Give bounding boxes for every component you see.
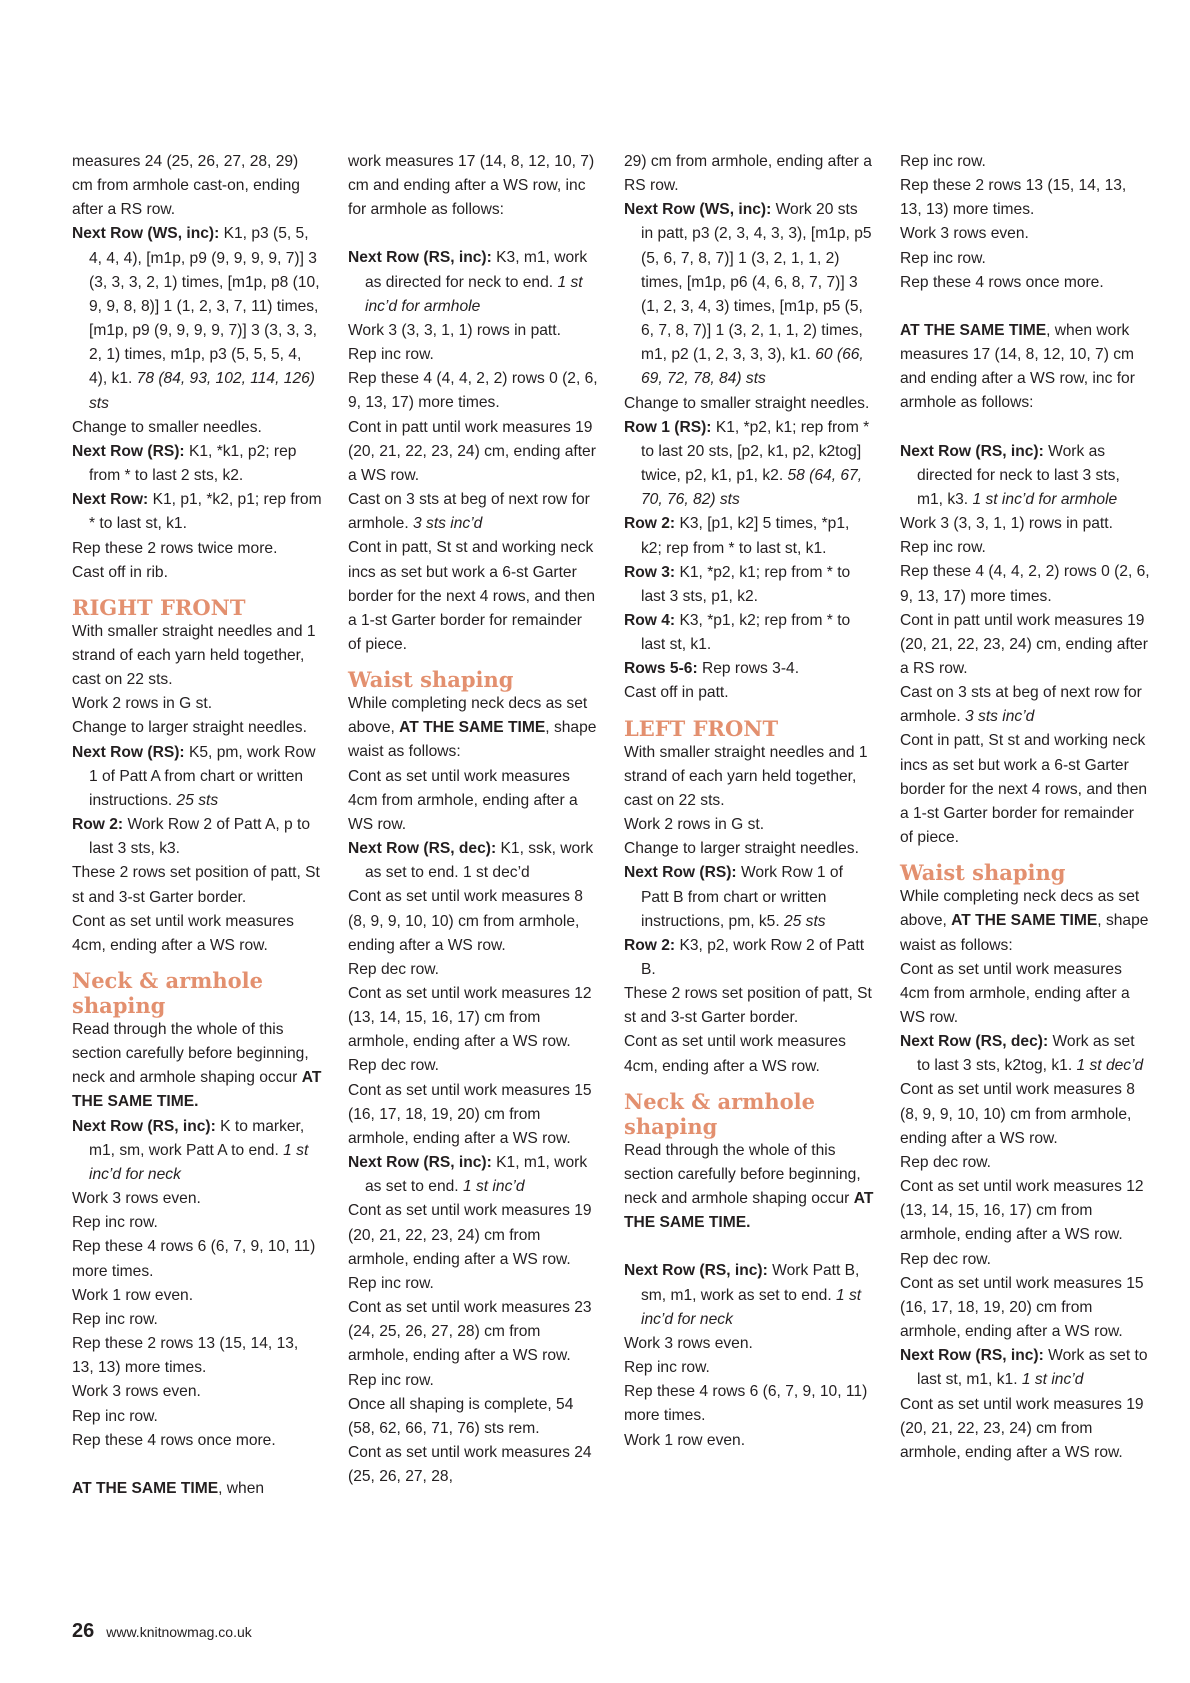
instruction-row <box>348 1151 598 1199</box>
italic-text: 78 (84, 93, 102, 114, 126) sts <box>89 370 315 412</box>
body-text: Rep inc row. <box>348 346 434 364</box>
instruction-paragraph <box>624 681 874 705</box>
instruction-row <box>72 813 322 861</box>
body-text: Cont in patt, St st and working neck incs as set but work a 6-st Garter border for the next 4 rows, and then a 1-st Garter border for remainder of piece. <box>900 732 1148 847</box>
body-text: Cast off in patt. <box>624 684 729 702</box>
italic-text: 1 st inc’d <box>462 1178 525 1196</box>
instruction-paragraph <box>624 837 874 861</box>
bold-text: Row 2: <box>72 816 128 834</box>
instruction-paragraph <box>900 1151 1150 1175</box>
instruction-paragraph <box>900 150 1150 174</box>
instruction-paragraph <box>900 609 1150 681</box>
instruction-paragraph <box>348 1079 598 1151</box>
body-text: Cont as set until work measures 4cm from armhole, ending after a WS row. <box>348 767 578 833</box>
paragraph-spacer <box>348 222 598 246</box>
bold-text: Next Row (RS): <box>72 743 189 761</box>
body-text: Cont as set until work measures 19 (20, 21, 22, 23, 24) cm from armhole, ending after a WS row. <box>900 1395 1144 1461</box>
instruction-paragraph <box>900 560 1150 608</box>
italic-text: 3 sts inc’d <box>413 515 483 533</box>
instruction-paragraph <box>72 1380 322 1404</box>
body-text: Cont as set until work measures 4cm, ending after a WS row. <box>72 912 294 954</box>
body-text: Work 3 rows even. <box>72 1190 201 1208</box>
body-text: K1, *p2, k1; rep from * to last 3 sts, p1, k2. <box>641 563 851 605</box>
instruction-paragraph <box>348 1369 598 1393</box>
body-text: Cont in patt until work measures 19 (20, 21, 22, 23, 24) cm, ending after a WS row. <box>348 418 596 484</box>
body-text: These 2 rows set position of patt, St st and 3-st Garter border. <box>72 864 320 906</box>
instruction-row <box>348 837 598 885</box>
instruction-row <box>624 416 874 513</box>
instruction-row <box>72 488 322 536</box>
instruction-paragraph <box>900 512 1150 536</box>
body-text: Work as set to last 3 sts, k2tog, k1. <box>917 1033 1135 1075</box>
italic-text: 1 st inc’d <box>1021 1371 1084 1389</box>
instruction-paragraph <box>900 1078 1150 1150</box>
body-text: Cont as set until work measures 12 (13, 14, 15, 16, 17) cm from armhole, ending after a WS row. <box>348 985 592 1051</box>
body-text: K5, pm, work Row 1 of Patt A from chart or written instructions. <box>89 743 316 809</box>
instruction-paragraph <box>348 367 598 415</box>
instruction-paragraph <box>72 910 322 958</box>
text-column-1 <box>72 150 322 1501</box>
text-column-3 <box>624 150 874 1453</box>
body-text: Rep dec row. <box>900 1250 992 1268</box>
instruction-paragraph <box>348 765 598 837</box>
body-text: Change to larger straight needles. <box>72 719 307 737</box>
body-text: Cont as set until work measures 19 (20, 21, 22, 23, 24) cm from armhole, ending after a WS row. <box>348 1202 592 1268</box>
bold-text: Next Row: <box>72 491 153 509</box>
instruction-row <box>900 1030 1150 1078</box>
body-text: Rep inc row. <box>72 1214 158 1232</box>
body-text: Rep inc row. <box>900 249 986 267</box>
body-text: Work 2 rows in G st. <box>624 816 765 834</box>
body-text: Rep these 2 rows twice more. <box>72 539 278 557</box>
body-text: Rep these 4 (4, 4, 2, 2) rows 0 (2, 6, 9, 13, 17) more times. <box>900 563 1150 605</box>
instruction-paragraph <box>72 561 322 585</box>
instruction-paragraph <box>624 741 874 813</box>
bold-text: Next Row (RS, dec): <box>348 840 501 858</box>
body-text: Work Row 1 of Patt B from chart or written instructions, pm, k5. <box>641 864 843 930</box>
instruction-paragraph <box>72 1235 322 1283</box>
instruction-paragraph <box>900 1248 1150 1272</box>
instruction-paragraph <box>348 150 598 222</box>
italic-text: 1 st dec’d <box>1076 1057 1144 1075</box>
instruction-paragraph <box>624 657 874 681</box>
body-text: Rep dec row. <box>900 1153 992 1171</box>
body-text: With smaller straight needles and 1 strand of each yarn held together, cast on 22 sts. <box>624 743 868 809</box>
instruction-paragraph <box>624 982 874 1030</box>
bold-text: Next Row (RS): <box>624 864 741 882</box>
body-text: Work as set to last st, m1, k1. <box>917 1347 1148 1389</box>
body-text: K1, *k1, p2; rep from * to last 2 sts, k2. <box>89 442 297 485</box>
body-text: Work 1 row even. <box>624 1431 746 1449</box>
instruction-paragraph <box>900 319 1150 416</box>
body-text: Rep dec row. <box>348 960 440 978</box>
instruction-row <box>900 1344 1150 1392</box>
instruction-paragraph <box>900 958 1150 1030</box>
bold-text: Next Row (RS, dec): <box>900 1033 1053 1051</box>
body-text: K1, ssk, work as set to end. 1 st dec’d <box>365 840 594 882</box>
body-text: Change to smaller needles. <box>72 418 262 436</box>
bold-text: AT THE SAME TIME. <box>624 1190 874 1232</box>
body-text: Work as directed for neck to last 3 sts, m1, k3. <box>917 442 1120 508</box>
bold-text: AT THE SAME TIME <box>72 1479 219 1497</box>
body-text: , when work measures 17 (14, 8, 12, 10, 7) cm and ending after a WS row, inc for armhole as follows: <box>900 321 1135 412</box>
italic-text: 3 sts inc’d <box>965 708 1035 726</box>
instruction-paragraph <box>72 1018 322 1115</box>
section-heading: Neck & armhole shaping <box>624 1088 815 1139</box>
bold-text: Row 4: <box>624 611 680 629</box>
bold-text: Next Row (RS, inc): <box>348 249 497 267</box>
bold-text: Next Row (RS, inc): <box>624 1262 773 1280</box>
body-text: Rep these 4 rows once more. <box>900 273 1104 291</box>
instruction-paragraph <box>900 222 1150 246</box>
instruction-paragraph <box>900 536 1150 560</box>
text-column-2 <box>348 150 598 1489</box>
instruction-paragraph <box>72 861 322 909</box>
italic-text: 60 (66, 69, 72, 78, 84) sts <box>641 346 864 388</box>
body-text: Cont as set until work measures 15 (16, 17, 18, 19, 20) cm from armhole, ending after a WS row. <box>900 1274 1144 1341</box>
instruction-paragraph <box>900 271 1150 295</box>
instruction-paragraph <box>348 1199 598 1271</box>
instruction-row <box>72 440 322 488</box>
instruction-paragraph <box>348 343 598 367</box>
bold-text: Row 2: <box>624 515 680 533</box>
body-text: K1, p1, *k2, p1; rep from * to last st, k1. <box>89 491 322 533</box>
instruction-paragraph <box>348 1296 598 1368</box>
instruction-paragraph <box>900 247 1150 271</box>
body-text: Cast off in rib. <box>72 563 168 581</box>
instruction-paragraph <box>72 692 322 716</box>
instruction-paragraph <box>72 150 322 222</box>
body-text: Cont as set until work measures 8 (8, 9, 9, 10, 10) cm from armhole, ending after a WS row. <box>900 1081 1135 1147</box>
bold-text: Next Row (RS, inc): <box>900 442 1049 460</box>
instruction-paragraph <box>624 1332 874 1356</box>
italic-text: 1 st inc’d for armhole <box>365 273 583 315</box>
body-text: 29) cm from armhole, ending after a RS row. <box>624 153 872 195</box>
body-text: Work 20 sts in patt, p3 (2, 3, 4, 3, 3), [m1p, p5 (5, 6, 7, 8, 7)] 1 (3, 2, 1, 1, 2) times, [m1p, p6 (4, 6, 8, 7, 7)] 3 (1, 2, 3, 4, 3) times, [m1p, p5 (5, 6, 7, 8, 7)] 1 (3, 2, 1, 1, 2) times, m1, p2 (1, 2, 3, 3, 3), k1. <box>641 201 872 364</box>
bold-text: Next Row (RS, inc): <box>72 1117 221 1135</box>
instruction-paragraph <box>624 392 874 416</box>
section-heading: Waist shaping <box>900 860 1066 886</box>
instruction-paragraph <box>72 1211 322 1235</box>
body-text: Work 2 rows in G st. <box>72 695 213 713</box>
body-text: Cont as set until work measures 15 (16, 17, 18, 19, 20) cm from armhole, ending after a WS row. <box>348 1081 592 1147</box>
body-text: Rep these 4 (4, 4, 2, 2) rows 0 (2, 6, 9, 13, 17) more times. <box>348 370 598 412</box>
instruction-paragraph <box>348 1272 598 1296</box>
body-text: Change to larger straight needles. <box>624 840 859 858</box>
body-text: Read through the whole of this section carefully before beginning, neck and armhole shaping occur <box>72 1021 309 1087</box>
paragraph-spacer <box>624 1235 874 1259</box>
text-column-4 <box>900 150 1150 1465</box>
bold-text: Row 3: <box>624 563 680 581</box>
instruction-paragraph <box>900 174 1150 222</box>
instruction-paragraph <box>624 1356 874 1380</box>
instruction-row <box>348 246 598 318</box>
instruction-paragraph <box>72 1187 322 1211</box>
body-text: K3, *p1, k2; rep from * to last st, k1. <box>641 611 851 654</box>
body-text: measures 24 (25, 26, 27, 28, 29) cm from armhole cast-on, ending after a RS row. <box>72 153 300 219</box>
body-text: Work 3 rows even. <box>900 225 1029 243</box>
body-text: Cont in patt, St st and working neck incs as set but work a 6-st Garter border for the next 4 rows, and then a 1-st Garter border for remainder of piece. <box>348 539 596 653</box>
bold-text: Next Row (RS, inc): <box>348 1154 497 1172</box>
body-text: Cont as set until work measures 23 (24, 25, 26, 27, 28) cm from armhole, ending after a WS row. <box>348 1299 592 1365</box>
instruction-row <box>72 1115 322 1187</box>
body-text: Cast on 3 sts at beg of next row for armhole. <box>348 491 590 533</box>
body-text: Rep inc row. <box>72 1407 158 1425</box>
bold-text: Next Row (RS, inc): <box>900 1347 1049 1365</box>
body-text: Work Patt B, sm, m1, work as set to end. <box>641 1262 860 1304</box>
website-url: www.knitnowmag.co.uk <box>106 1624 252 1640</box>
body-text: Change to smaller straight needles. <box>624 394 870 412</box>
body-text: Rep these 4 rows 6 (6, 7, 9, 10, 11) more times. <box>624 1383 868 1425</box>
body-text: K1, *p2, k1; rep from * to last 20 sts, [p2, k1, p2, k2tog] twice, p2, k1, p1, k2. <box>641 418 870 485</box>
body-text: , shape waist as follows: <box>900 912 1149 954</box>
paragraph-spacer <box>72 1453 322 1477</box>
bold-text: AT THE SAME TIME <box>900 321 1047 339</box>
body-text: K1, m1, work as set to end. <box>365 1154 588 1196</box>
italic-text: 25 sts <box>784 912 826 930</box>
body-text: Work 3 (3, 3, 1, 1) rows in patt. <box>900 515 1113 533</box>
body-text: Work Row 2 of Patt A, p to last 3 sts, k3. <box>89 816 311 858</box>
body-text: K3, [p1, k2] 5 times, *p1, k2; rep from * to last st, k1. <box>641 515 850 557</box>
body-text: Rep inc row. <box>624 1359 710 1377</box>
body-text: Rep inc row. <box>900 153 986 170</box>
instruction-paragraph <box>900 1393 1150 1465</box>
bold-text: Row 2: <box>624 936 680 954</box>
bold-text: AT THE SAME TIME <box>399 719 546 737</box>
body-text: Rep these 4 rows 6 (6, 7, 9, 10, 11) more times. <box>72 1238 316 1280</box>
instruction-paragraph <box>900 681 1150 729</box>
bold-text: AT THE SAME TIME. <box>72 1069 322 1111</box>
instruction-row <box>624 934 874 982</box>
paragraph-spacer <box>900 416 1150 440</box>
body-text: Work 1 row even. <box>72 1286 194 1304</box>
instruction-row <box>72 222 322 415</box>
instruction-paragraph <box>72 416 322 440</box>
bold-text: Next Row (RS): <box>72 442 189 460</box>
instruction-paragraph <box>624 1380 874 1428</box>
instruction-paragraph <box>72 620 322 692</box>
italic-text: 1 st inc’d for armhole <box>972 490 1118 508</box>
instruction-paragraph <box>72 1332 322 1380</box>
body-text: Rep these 4 rows once more. <box>72 1431 276 1449</box>
section-heading: Waist shaping <box>348 667 514 693</box>
body-text: These 2 rows set position of patt, St st and 3-st Garter border. <box>624 985 872 1027</box>
instruction-row <box>72 741 322 813</box>
body-text: Work 3 rows even. <box>72 1383 201 1401</box>
body-text: Rep inc row. <box>72 1310 158 1328</box>
instruction-paragraph <box>348 982 598 1054</box>
body-text: Cont as set until work measures 8 (8, 9, 9, 10, 10) cm from armhole, ending after a WS row. <box>348 888 583 954</box>
instruction-paragraph <box>624 813 874 837</box>
instruction-row <box>624 861 874 933</box>
instruction-paragraph <box>348 692 598 764</box>
instruction-row <box>624 512 874 560</box>
instruction-paragraph <box>900 885 1150 957</box>
body-text: Rep inc row. <box>348 1274 434 1292</box>
body-text: Rep these 2 rows 13 (15, 14, 13, 13, 13) more times. <box>72 1335 299 1377</box>
body-text: Once all shaping is complete, 54 (58, 62, 66, 71, 76) sts rem. <box>348 1395 574 1437</box>
body-text: Cast on 3 sts at beg of next row for armhole. <box>900 684 1142 726</box>
body-text: K3, m1, work as directed for neck to end. <box>365 249 588 291</box>
bold-text: Row 1 (RS): <box>624 418 716 436</box>
body-text: K3, p2, work Row 2 of Patt B. <box>641 936 865 978</box>
body-text: Rep inc row. <box>348 1371 434 1389</box>
body-text: Rep rows 3-4. <box>701 660 800 678</box>
instruction-paragraph <box>348 536 598 657</box>
bold-text: Next Row (WS, inc): <box>72 225 224 243</box>
instruction-paragraph <box>72 716 322 740</box>
instruction-paragraph <box>348 1393 598 1441</box>
page-footer <box>72 1620 252 1643</box>
bold-text: AT THE SAME TIME <box>951 912 1098 930</box>
body-text: , when <box>218 1479 265 1497</box>
body-text: While completing neck decs as set above, <box>900 888 1140 930</box>
instruction-row <box>624 609 874 657</box>
instruction-paragraph <box>72 1284 322 1308</box>
instruction-paragraph <box>900 1272 1150 1344</box>
instruction-paragraph <box>72 1477 322 1501</box>
instruction-paragraph <box>624 1139 874 1236</box>
body-text: K to marker, m1, sm, work Patt A to end. <box>89 1117 305 1159</box>
instruction-paragraph <box>348 1054 598 1078</box>
body-text: With smaller straight needles and 1 strand of each yarn held together, cast on 22 sts. <box>72 622 316 689</box>
italic-text: 58 (64, 67, 70, 76, 82) sts <box>641 467 863 509</box>
body-text: Rep dec row. <box>348 1057 440 1075</box>
instruction-paragraph <box>72 1429 322 1453</box>
body-text: work measures 17 (14, 8, 12, 10, 7) cm and ending after a WS row, inc for armhole as follows: <box>348 153 595 219</box>
instruction-row <box>624 198 874 391</box>
italic-text: 25 sts <box>176 791 219 809</box>
body-text: Work 3 (3, 3, 1, 1) rows in patt. <box>348 321 561 339</box>
body-text: K1, p3 (5, 5, 4, 4, 4), [m1p, p9 (9, 9, 9, 9, 7)] 3 (3, 3, 3, 2, 1) times, [m1p, p8 (10, 9, 9, 8, 8)] 1 (1, 2, 3, 7, 11) times, [m1p, p9 (9, 9, 9, 9, 7)] 3 (3, 3, 3, 2, 1) times, m1p, p3 (5, 5, 5, 4, 4), k1. <box>89 225 320 388</box>
section-heading: Neck & armhole shaping <box>72 968 263 1018</box>
body-text: Cont in patt until work measures 19 (20, 21, 22, 23, 24) cm, ending after a RS row. <box>900 611 1148 677</box>
section-heading: RIGHT FRONT <box>72 594 246 620</box>
body-text: Rep inc row. <box>900 539 986 557</box>
bold-text: Rows 5-6: <box>624 660 702 678</box>
instruction-paragraph <box>348 885 598 957</box>
page-number: 26 <box>72 1620 95 1642</box>
instruction-paragraph <box>348 319 598 343</box>
body-text: Rep these 2 rows 13 (15, 14, 13, 13, 13) more times. <box>900 177 1127 219</box>
body-text: Cont as set until work measures 24 (25, 26, 27, 28, <box>348 1443 592 1486</box>
instruction-paragraph <box>72 1405 322 1429</box>
instruction-paragraph <box>900 1175 1150 1247</box>
section-heading: LEFT FRONT <box>624 715 779 741</box>
instruction-paragraph <box>72 537 322 561</box>
body-text: While completing neck decs as set above, <box>348 695 588 737</box>
instruction-paragraph <box>348 416 598 488</box>
body-text: , shape waist as follows: <box>348 719 597 761</box>
body-text: Cont as set until work measures 4cm from armhole, ending after a WS row. <box>900 960 1130 1026</box>
instruction-paragraph <box>624 1429 874 1453</box>
paragraph-spacer <box>900 295 1150 319</box>
instruction-paragraph <box>900 729 1150 850</box>
italic-text: 1 st inc’d for neck <box>89 1141 309 1183</box>
instruction-paragraph <box>348 1441 598 1489</box>
body-text: Cont as set until work measures 12 (13, 14, 15, 16, 17) cm from armhole, ending after a WS row. <box>900 1178 1144 1244</box>
bold-text: Next Row (WS, inc): <box>624 201 776 219</box>
instruction-paragraph <box>348 958 598 982</box>
italic-text: 1 st inc’d for neck <box>641 1286 862 1328</box>
instruction-paragraph <box>624 1030 874 1078</box>
body-text: Cont as set until work measures 4cm, ending after a WS row. <box>624 1033 846 1075</box>
body-text: Work 3 rows even. <box>624 1334 753 1352</box>
instruction-row <box>900 440 1150 512</box>
instruction-row <box>624 1259 874 1331</box>
body-text: Read through the whole of this section carefully before beginning, neck and armhole shaping occur <box>624 1141 861 1208</box>
instruction-paragraph <box>348 488 598 536</box>
instruction-paragraph <box>72 1308 322 1332</box>
instruction-row <box>624 561 874 609</box>
instruction-paragraph <box>624 150 874 198</box>
